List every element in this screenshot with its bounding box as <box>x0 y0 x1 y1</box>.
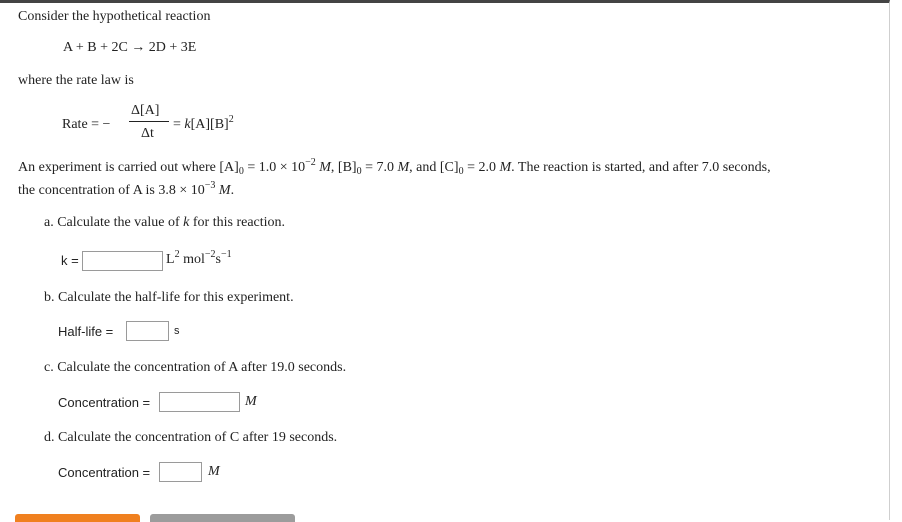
A0-label: [A] <box>219 160 239 175</box>
submit-answer-button[interactable] <box>15 514 140 522</box>
rate-law-numerator: Δ[A] <box>131 103 160 118</box>
concentration-c-label: Concentration = <box>58 465 151 480</box>
half-life-input[interactable] <box>126 321 169 341</box>
concentration-a-label: Concentration = <box>58 395 151 410</box>
reaction-equation: A + B + 2C → 2D + 3E <box>63 40 197 55</box>
part-c-question: c. Calculate the concentration of A after 19.0 seconds. <box>44 360 347 375</box>
part-d-question: d. Calculate the concentration of C after 19 seconds. <box>44 430 338 445</box>
fraction-bar <box>129 121 169 122</box>
rate-law-lhs: Rate = − <box>62 117 111 132</box>
half-life-unit: s <box>174 325 180 337</box>
intro-text: Consider the hypothetical reaction <box>18 9 211 24</box>
concentration-a-input[interactable] <box>159 392 240 412</box>
part-b-question: b. Calculate the half-life for this experiment. <box>44 290 294 305</box>
secondary-action-button[interactable] <box>150 514 295 522</box>
rate-law-rhs: = $k[A][B]^2$ <box>173 114 234 132</box>
k-label: k = <box>61 253 79 268</box>
experiment-line-2: the concentration of A is $3.8 \times 10^{-3}$ M. <box>18 180 235 198</box>
C0-label: [C] <box>439 160 459 175</box>
concentration-c-unit: M <box>208 464 220 479</box>
experiment-line-1: An experiment is carried out where $[A]_0 = 1.0 \times 10^{-2}$ M, $[B]_0 = 7.0$ M, and $[C]_0 = 2.0$ M. The reaction is started, and after 7.0 seconds, <box>18 157 771 177</box>
rate-law-intro: where the rate law is <box>18 73 134 88</box>
concentration-a-unit: M <box>245 394 257 409</box>
k-value-input[interactable] <box>82 251 163 271</box>
k-unit: $L^2$ $mol^{-2}s^{-1}$ <box>166 249 232 267</box>
B0-label: [B] <box>337 160 357 175</box>
concentration-c-input[interactable] <box>159 462 202 482</box>
part-a-question: a. Calculate the value of k for this reaction. <box>44 215 286 230</box>
half-life-label: Half-life = <box>58 324 114 339</box>
rate-law-denominator: Δt <box>141 126 154 141</box>
